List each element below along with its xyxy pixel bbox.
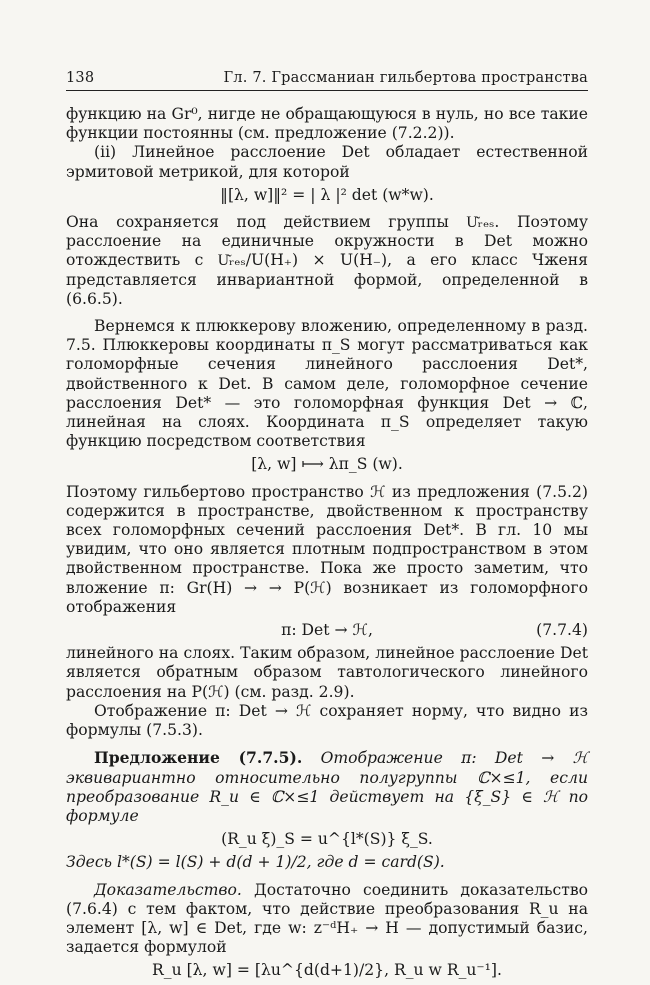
proof-label: Доказательство. bbox=[94, 880, 242, 899]
body-text bbox=[66, 105, 588, 985]
paragraph: Вернемся к плюккерову вложению, определенному в разд. 7.5. Плюккеровы координаты π_S могут рассматриваться как голоморфные сечения линейного расслоения Det*, двойственного к Det. В самом деле, голоморфное сечение расслоения Det* — это голоморфная функция Det → ℂ, линейная на слоях. Координата π_S определяет такую функцию посредством соответствия bbox=[66, 317, 588, 451]
formula-proof: R_u [λ, w] = [λu^{d(d+1)/2}, R_u w R_u⁻¹]. bbox=[152, 961, 502, 980]
proof bbox=[66, 881, 588, 958]
proof-text: Достаточно соединить доказательство (7.6.4) с тем фактом, что действие преобразования R_u на элемент [λ, w] ∈ Det, где w: z⁻ᵈH₊ → H — допустимый базис, задается формулой bbox=[66, 880, 588, 957]
page-number: 138 bbox=[66, 70, 95, 86]
formula-metric: ‖[λ, w]‖² = | λ |² det (w*w). bbox=[220, 185, 434, 204]
running-header bbox=[66, 70, 588, 91]
formula-map-expression: π: Det → ℋ, bbox=[281, 621, 373, 640]
paragraph: линейного на слоях. Таким образом, линейное расслоение Det является обратным образом тавтологического линейного расслоения на P(ℋ) (см. разд. 2.9). bbox=[66, 644, 588, 701]
equation-number: (7.7.4) bbox=[536, 621, 588, 640]
proposition-label: Предложение (7.7.5). bbox=[94, 748, 303, 768]
paragraph: Поэтому гильбертово пространство ℋ из предложения (7.5.2) содержится в пространстве, двойственном к пространству всех голоморфных сечений расслоения Det*. В гл. 10 мы увидим, что оно является плотным подпространством в этом двойственном пространстве. Пока же просто заметим, что вложение π: Gr(H) → → P(ℋ) возникает из голоморфного отображения bbox=[66, 482, 588, 616]
running-title: Гл. 7. Грассманиан гильбертова пространства bbox=[223, 70, 588, 86]
paragraph: функцию на Gr⁰, нигде не обращающуюся в нуль, но все такие функции постоянны (см. предложение (7.2.2)). bbox=[66, 105, 588, 143]
formula-correspondence: [λ, w] ⟼ λπ_S (w). bbox=[251, 455, 403, 474]
paragraph: (ii) Линейное расслоение Det обладает естественной эрмитовой метрикой, для которой bbox=[66, 143, 588, 181]
formula-action: (R_u ξ)_S = u^{l*(S)} ξ_S. bbox=[221, 830, 433, 849]
proposition bbox=[66, 748, 588, 826]
paragraph: Отображение π: Det → ℋ сохраняет норму, что видно из формулы (7.5.3). bbox=[66, 701, 588, 740]
proposition-remark: Здесь l*(S) = l(S) + d(d + 1)/2, где d = card(S). bbox=[66, 853, 445, 872]
paragraph: Она сохраняется под действием группы U͂ᵣₑₛ. Поэтому расслоение на единичные окружности в Det можно отождествить с U͂ᵣₑₛ/U(H₊) × U(H₋), а его класс Чженя представляется инвариантной формой, определенной в (6.6.5). bbox=[66, 213, 588, 308]
proposition-text: Отображение π: Det → ℋ эквивариантно относительно полугруппы ℂ×≤1, если преобразование R_u ∈ ℂ×≤1 действует на {ξ_S} ∈ ℋ по формуле bbox=[66, 749, 588, 825]
formula-map bbox=[66, 621, 588, 640]
